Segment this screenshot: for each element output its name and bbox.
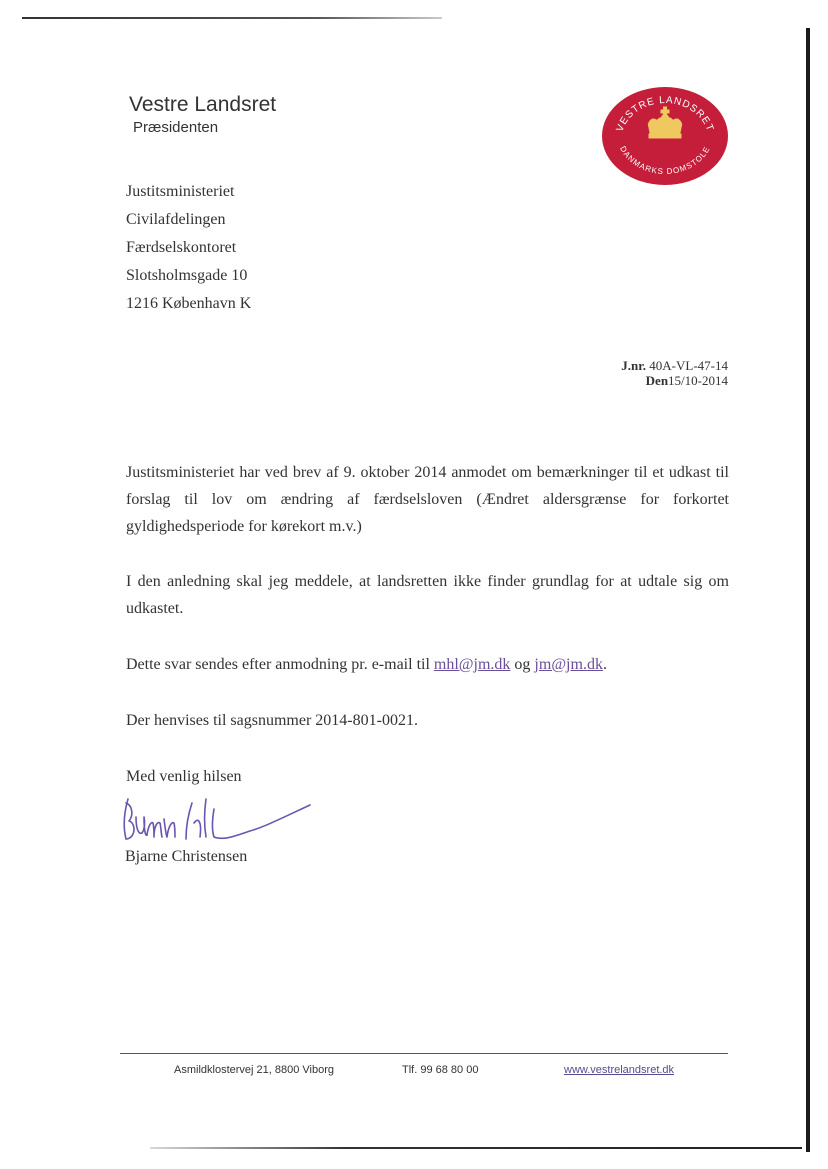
letter-date-label: Den <box>645 373 669 388</box>
signer-name: Bjarne Christensen <box>125 848 248 865</box>
scan-border-bottom <box>150 1147 802 1149</box>
footer-phone: Tlf. 99 68 80 00 <box>402 1064 479 1076</box>
scan-border-top <box>22 17 442 19</box>
seal-bottom-text: DANMARKS DOMSTOLE <box>618 144 712 177</box>
paragraph-request: Justitsministeriet har ved brev af 9. oktober 2014 anmodet om bemærkninger til et udkast til forslag til lov om ændring af færdselsloven (Ændret aldersgrænse for forkortet gyldighedsperiode for kørekort m.v.) <box>126 464 729 535</box>
address-line: Civilafdelingen <box>126 211 226 228</box>
address-line: Færdselskontoret <box>126 239 237 256</box>
paragraph-email <box>126 651 729 678</box>
seal-top-text: VESTRE LANDSRET <box>614 94 716 134</box>
footer-website-link[interactable]: www.vestrelandsret.dk <box>564 1064 675 1076</box>
paragraph-response: I den anledning skal jeg meddele, at landsretten ikke finder grundlag for at udtale sig om udkastet. <box>126 573 729 617</box>
email-text-middle: og <box>510 656 535 673</box>
footer-divider <box>120 1053 728 1054</box>
court-name: Vestre Landsret <box>129 93 277 116</box>
recipient-address <box>126 178 251 318</box>
email-text-prefix: Dette svar sendes efter anmodning pr. e-mail til <box>126 656 434 673</box>
footer-address: Asmildklostervej 21, 8800 Viborg <box>174 1064 334 1076</box>
letter-date <box>560 373 728 389</box>
address-line: Slotsholmsgade 10 <box>126 267 248 284</box>
address-line: Justitsministeriet <box>126 183 235 200</box>
email-text-suffix: . <box>602 656 607 673</box>
email-link-mhl[interactable]: mhl@jm.dk <box>433 656 511 673</box>
journal-number-value: 40A-VL-47-14 <box>649 358 728 373</box>
court-seal <box>601 86 729 186</box>
closing-greeting: Med venlig hilsen <box>126 768 242 785</box>
address-line: 1216 København K <box>126 295 252 312</box>
journal-number-label: J.nr. <box>621 358 647 373</box>
letter-date-value: 15/10-2014 <box>668 373 728 388</box>
journal-number <box>560 358 728 374</box>
email-link-jm[interactable]: jm@jm.dk <box>534 656 603 673</box>
scan-border-right <box>806 28 810 1152</box>
paragraph-case-number: Der henvises til sagsnummer 2014-801-0021. <box>126 712 418 729</box>
court-subtitle: Præsidenten <box>133 119 219 136</box>
